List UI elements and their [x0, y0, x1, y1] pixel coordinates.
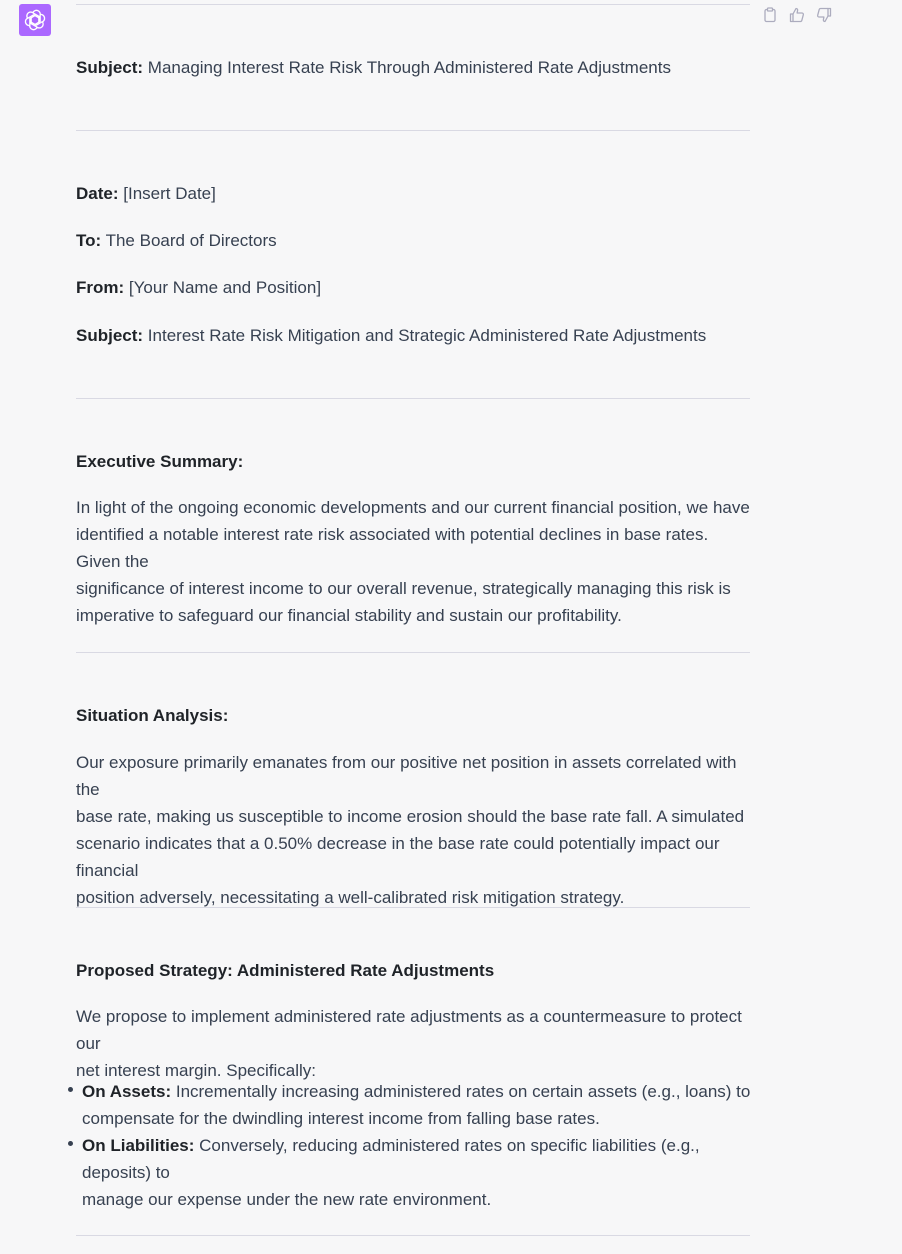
divider	[76, 1235, 750, 1236]
paragraph-line: Our exposure primarily emanates from our positive net position in assets correlated with the	[76, 753, 737, 799]
bullet-text: compensate for the dwindling interest income from falling base rates.	[82, 1109, 600, 1128]
proposed-strategy-heading: Proposed Strategy: Administered Rate Adjustments	[76, 961, 495, 980]
from-value: [Your Name and Position]	[128, 278, 322, 297]
intro-subject-line	[76, 54, 671, 81]
executive-summary-paragraph	[76, 494, 752, 629]
memo-from-line	[76, 274, 321, 301]
situation-analysis-paragraph	[76, 749, 752, 911]
paragraph-line: imperative to safeguard our financial stability and sustain our profitability.	[76, 606, 622, 625]
subject-value: Interest Rate Risk Mitigation and Strategic Administered Rate Adjustments	[147, 326, 707, 345]
memo-date-line	[76, 180, 216, 207]
paragraph-line: identified a notable interest rate risk associated with potential declines in base rates. Given the	[76, 525, 709, 571]
situation-analysis-heading: Situation Analysis:	[76, 706, 229, 725]
date-label: Date:	[76, 184, 119, 203]
list-item	[62, 1078, 752, 1132]
thumbs-down-icon	[816, 7, 832, 23]
to-value: The Board of Directors	[105, 231, 277, 250]
thumbs-up-button[interactable]	[789, 7, 805, 23]
list-item	[62, 1132, 752, 1213]
paragraph-line: base rate, making us susceptible to income erosion should the base rate fall. A simulated	[76, 807, 745, 826]
memo-to-line	[76, 227, 277, 254]
from-label: From:	[76, 278, 125, 297]
openai-logo-icon	[24, 9, 46, 31]
bullet-text: Incrementally increasing administered rates on certain assets (e.g., loans) to	[171, 1082, 751, 1101]
subject-label: Subject:	[76, 326, 144, 345]
memo-subject-line	[76, 322, 706, 349]
bullet-text: Conversely, reducing administered rates on specific liabilities (e.g., deposits) to	[82, 1136, 700, 1182]
thumbs-up-icon	[789, 7, 805, 23]
divider	[76, 4, 750, 5]
proposed-strategy-paragraph	[76, 1003, 752, 1084]
copy-icon	[762, 7, 778, 23]
to-label: To:	[76, 231, 102, 250]
paragraph-line: scenario indicates that a 0.50% decrease in the base rate could potentially impact our financial	[76, 834, 720, 880]
strategy-bullet-list	[62, 1078, 752, 1213]
paragraph-line: net interest margin. Specifically:	[76, 1061, 316, 1080]
paragraph-line: We propose to implement administered rate adjustments as a countermeasure to protect our	[76, 1007, 742, 1053]
bullet-text: manage our expense under the new rate environment.	[82, 1190, 492, 1209]
thumbs-down-button[interactable]	[816, 7, 832, 23]
bullet-label: On Liabilities:	[82, 1136, 195, 1155]
paragraph-line: significance of interest income to our overall revenue, strategically managing this risk is	[76, 579, 731, 598]
paragraph-line: position adversely, necessitating a well-calibrated risk mitigation strategy.	[76, 888, 625, 907]
paragraph-line: In light of the ongoing economic developments and our current financial position, we have	[76, 498, 750, 517]
assistant-avatar	[19, 4, 51, 36]
message-actions	[762, 7, 832, 23]
intro-subject-value: Managing Interest Rate Risk Through Administered Rate Adjustments	[147, 58, 671, 77]
copy-button[interactable]	[762, 7, 778, 23]
bullet-label: On Assets:	[82, 1082, 172, 1101]
divider	[76, 398, 750, 399]
divider	[76, 907, 750, 908]
date-value: [Insert Date]	[123, 184, 216, 203]
executive-summary-heading: Executive Summary:	[76, 452, 244, 471]
divider	[76, 130, 750, 131]
divider	[76, 652, 750, 653]
intro-subject-label: Subject:	[76, 58, 144, 77]
